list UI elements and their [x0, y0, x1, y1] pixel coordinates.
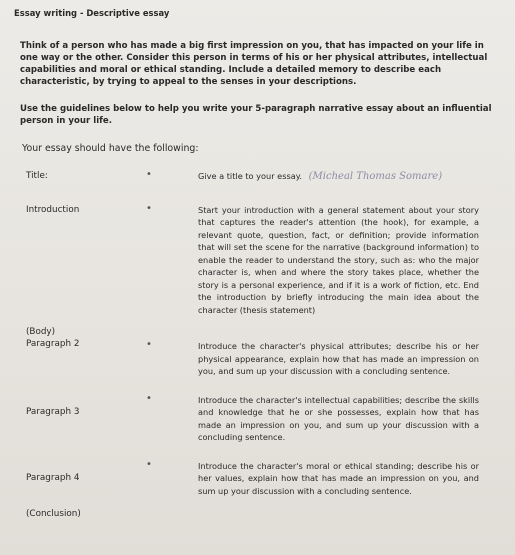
row-label: Paragraph 2: [26, 339, 80, 349]
row-label: Title:: [26, 171, 48, 181]
row-label-group: [20, 326, 144, 350]
requirements-lead: Your essay should have the following:: [22, 143, 199, 154]
bullet-icon: •: [146, 339, 152, 350]
row-paragraph-4: [20, 460, 501, 498]
row-paragraph-2: [20, 326, 501, 378]
conclusion-label: (Conclusion): [26, 509, 81, 519]
row-paragraph-3: [20, 394, 501, 444]
bullet-icon: •: [146, 392, 152, 404]
row-text: Introduce the character's physical attributes; describe his or her physical appearance, explain how that has made an impression on you, and sum up your discussion with a concluding sentence.: [198, 341, 479, 376]
row-label: Paragraph 3: [26, 406, 80, 417]
page-title: Essay writing - Descriptive essay: [14, 8, 170, 18]
row-text: Start your introduction with a general statement about your story that captures the reader's attention (the hook), for example, a relevant quote, question, fact, or definition; provide information that will set the scene for the narrative (background information) to enable the reader to understand the story, such as: who the major character is, when and where the story takes place, whether the story is a personal experience, and if it is a work of fiction, etc. End the introduction by briefly introducing the main idea about the character (thesis statement): [198, 204, 479, 315]
row-title: [20, 170, 501, 184]
bullet-icon: •: [146, 458, 152, 470]
handwritten-title: (Micheal Thomas Somare): [308, 171, 443, 182]
assignment-instruction: Use the guidelines below to help you write your 5-paragraph narrative essay about an influential person in your life.: [20, 104, 492, 126]
bullet-icon: •: [146, 202, 152, 214]
assignment-prompt: Think of a person who has made a big first impression on you, that has impacted on your life in one way or the other. Consider this person in terms of his or her physical attributes, intellectual capabilities and moral or ethical standing. Include a detailed memory to describe each characteristic, by trying to appeal to the senses in your descriptions.: [20, 41, 488, 87]
row-label: Paragraph 4: [26, 472, 80, 483]
row-sublabel: (Body): [26, 327, 56, 337]
row-introduction: [20, 204, 501, 317]
row-text: Introduce the character's intellectual capabilities; describe the skills and knowledge that he or she possesses, explain how that has made an impression on you, and sum up your discussion with a concluding sentence.: [198, 394, 479, 442]
bullet-icon: •: [146, 169, 152, 180]
row-label: Introduction: [26, 204, 80, 215]
row-content: [198, 170, 501, 184]
row-text: Give a title to your essay.: [198, 171, 303, 181]
row-text: Introduce the character's moral or ethical standing; describe his or her values, explain how that has made an impression on you, and sum up your discussion with a concluding sentence.: [198, 460, 479, 496]
